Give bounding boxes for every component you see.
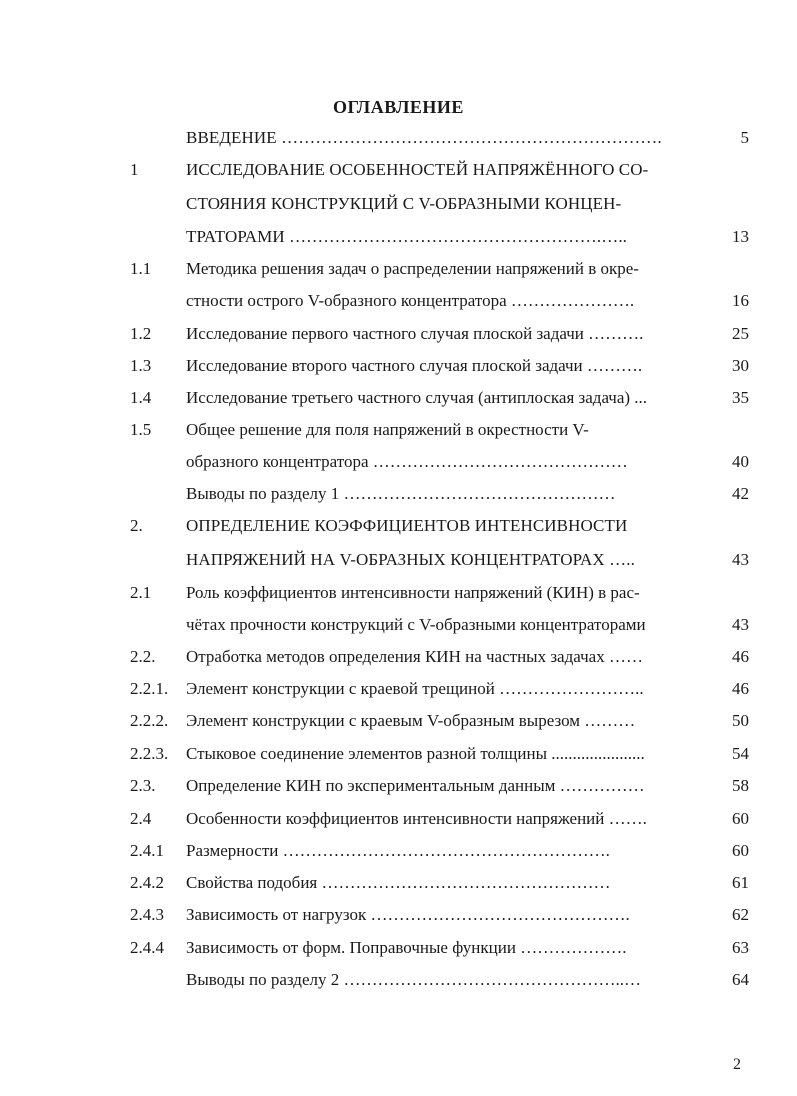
toc-number: 1.4 (130, 388, 152, 407)
toc-entry (0, 388, 797, 418)
toc-text: Выводы по разделу 2 …………………………………………..… (186, 970, 641, 989)
toc-text: Общее решение для поля напряжений в окрестности V- (186, 420, 589, 439)
toc-entry (0, 615, 797, 645)
toc-entry (0, 194, 797, 224)
toc-entry (0, 679, 797, 709)
toc-entry (0, 809, 797, 839)
toc-page: 5 (740, 128, 749, 147)
toc-number: 1.5 (130, 420, 152, 439)
toc-text: Свойства подобия …………………………………………… (186, 873, 611, 892)
toc-text: ОПРЕДЕЛЕНИЕ КОЭФФИЦИЕНТОВ ИНТЕНСИВНОСТИ (186, 516, 628, 535)
toc-number: 1.2 (130, 324, 152, 343)
toc-entry (0, 452, 797, 482)
toc-text: Определение КИН по экспериментальным данным …………… (186, 776, 645, 795)
toc-entry (0, 776, 797, 806)
toc-number: 2.2.3. (130, 744, 169, 763)
toc-text: Выводы по разделу 1 ………………………………………… (186, 484, 616, 503)
toc-text: ТРАТОРАМИ ……………………………………………….….. (186, 227, 628, 246)
toc-page: 43 (732, 550, 749, 569)
toc-page: 62 (732, 905, 749, 924)
toc-entry (0, 841, 797, 871)
toc-entry (0, 516, 797, 546)
toc-entry (0, 905, 797, 935)
toc-number: 2.3. (130, 776, 156, 795)
toc-entry (0, 324, 797, 354)
toc-number: 1.3 (130, 356, 152, 375)
toc-entry (0, 259, 797, 289)
toc-text: Зависимость от нагрузок ………………………………………. (186, 905, 630, 924)
toc-entry (0, 227, 797, 257)
toc-text: ИССЛЕДОВАНИЕ ОСОБЕННОСТЕЙ НАПРЯЖЁННОГО СО- (186, 160, 649, 179)
toc-page: 43 (732, 615, 749, 634)
toc-text: СТОЯНИЯ КОНСТРУКЦИЙ С V-ОБРАЗНЫМИ КОНЦЕН- (186, 194, 622, 213)
toc-text: Зависимость от форм. Поправочные функции ………………. (186, 938, 627, 957)
toc-text: Исследование третьего частного случая (антиплоская задача) ... (186, 388, 648, 407)
toc-text: Отработка методов определения КИН на частных задачах …… (186, 647, 643, 666)
toc-entry (0, 356, 797, 386)
toc-text: Элемент конструкции с краевым V-образным вырезом ……… (186, 711, 636, 730)
toc-page: 40 (732, 452, 749, 471)
page-title: ОГЛАВЛЕНИЕ (333, 97, 464, 117)
toc-page: 30 (732, 356, 749, 375)
toc-number: 2. (130, 516, 143, 535)
toc-page: 25 (732, 324, 749, 343)
toc-number: 2.4.2 (130, 873, 164, 892)
toc-number: 2.2.2. (130, 711, 169, 730)
toc-entry (0, 744, 797, 774)
toc-number: 2.1 (130, 583, 152, 602)
toc-entry (0, 711, 797, 741)
toc-text: Методика решения задач о распределении напряжений в окре- (186, 259, 639, 278)
toc-text: Исследование первого частного случая плоской задачи ………. (186, 324, 644, 343)
toc-entry (0, 873, 797, 903)
toc-page: 63 (732, 938, 749, 957)
toc-page: 58 (732, 776, 749, 795)
toc-number: 2.4.1 (130, 841, 164, 860)
toc-text: Размерности …………………………………………………. (186, 841, 610, 860)
toc-text: НАПРЯЖЕНИЙ НА V-ОБРАЗНЫХ КОНЦЕНТРАТОРАХ ….. (186, 550, 635, 569)
toc-entry (0, 291, 797, 321)
page-number: 2 (733, 1056, 741, 1073)
toc-text: ВВЕДЕНИЕ …………………………………………………………. (186, 128, 662, 147)
toc-entry (0, 128, 797, 158)
toc-text: Стыковое соединение элементов разной толщины ...................... (186, 744, 645, 763)
toc-number: 2.2. (130, 647, 156, 666)
toc-text: Особенности коэффициентов интенсивности напряжений ……. (186, 809, 647, 828)
toc-text: стности острого V-образного концентратора …………………. (186, 291, 635, 310)
toc-page: 50 (732, 711, 749, 730)
toc-entry (0, 583, 797, 613)
toc-entry (0, 420, 797, 450)
toc-number: 2.4 (130, 809, 152, 828)
toc-entry (0, 484, 797, 514)
toc-text: чётах прочности конструкций с V-образными концентраторами (186, 615, 646, 634)
toc-page: 61 (732, 873, 749, 892)
toc-text: Роль коэффициентов интенсивности напряжений (КИН) в рас- (186, 583, 640, 602)
toc-entry (0, 970, 797, 1000)
toc-page: 54 (732, 744, 749, 763)
toc-page: 60 (732, 841, 749, 860)
toc-number: 2.4.4 (130, 938, 164, 957)
toc-entry (0, 647, 797, 677)
toc-entry (0, 550, 797, 580)
toc-page: 60 (732, 809, 749, 828)
toc-page: 42 (732, 484, 749, 503)
toc-page: 35 (732, 388, 749, 407)
toc-page: 46 (732, 647, 749, 666)
toc-entry (0, 938, 797, 968)
toc-number: 1 (130, 160, 139, 179)
toc-page: 46 (732, 679, 749, 698)
toc-number: 2.2.1. (130, 679, 169, 698)
toc-entry (0, 160, 797, 190)
toc-page: 64 (732, 970, 749, 989)
toc-text: Элемент конструкции с краевой трещиной …………………….. (186, 679, 644, 698)
toc-number: 1.1 (130, 259, 152, 278)
toc-number: 2.4.3 (130, 905, 164, 924)
toc-page: 13 (732, 227, 749, 246)
toc-text: образного концентратора ……………………………………… (186, 452, 628, 471)
toc-page: 16 (732, 291, 749, 310)
toc-text: Исследование второго частного случая плоской задачи ………. (186, 356, 643, 375)
